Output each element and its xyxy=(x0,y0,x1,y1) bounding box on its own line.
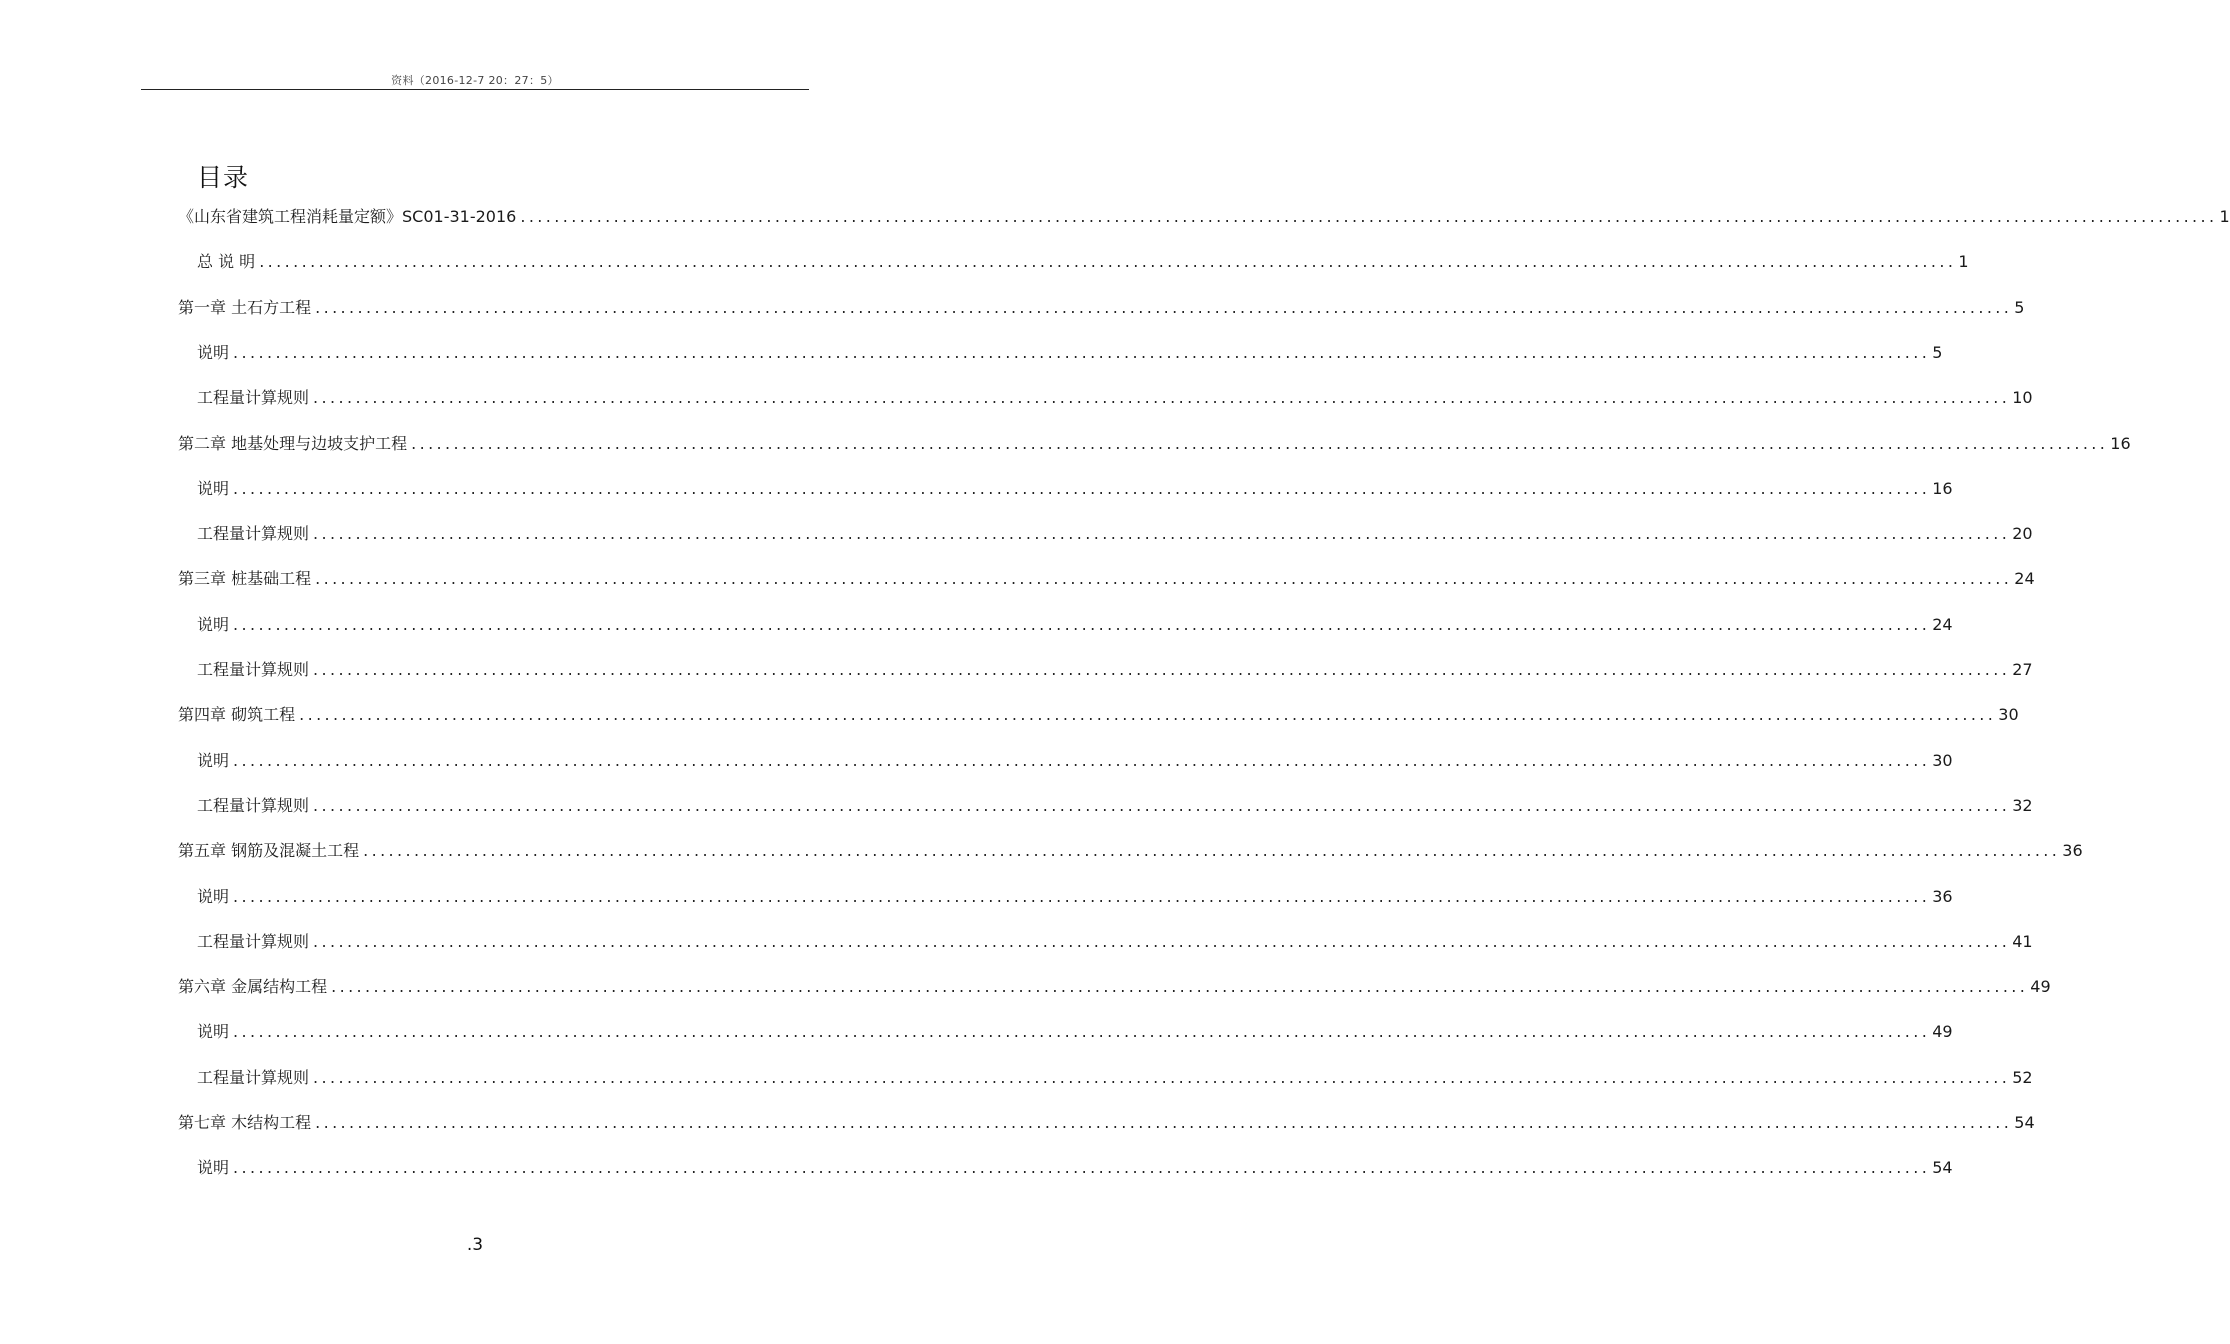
toc-entry-page: 5 xyxy=(1932,343,1943,362)
toc-dot-leader: ........................................................................................................................................................................................................ xyxy=(313,1068,2011,1087)
toc-entry-section[interactable] xyxy=(197,1020,1953,1044)
toc-entry-page: 1 xyxy=(1958,252,1969,271)
toc-entry-label: 第六章 金属结构工程 xyxy=(178,977,328,996)
toc-dot-leader: ........................................................................................................................................................................................................ xyxy=(315,569,2013,588)
toc-dot-leader: ........................................................................................................................................................................................................ xyxy=(233,479,1931,498)
toc-entry-label: 第五章 钢筋及混凝土工程 xyxy=(178,841,360,860)
toc-entry-chapter[interactable] xyxy=(178,703,2019,727)
toc-dot-leader: ........................................................................................................................................................................................................ xyxy=(411,434,2109,453)
header-divider xyxy=(141,89,809,90)
toc-entry-label: 工程量计算规则 xyxy=(197,524,310,543)
toc-entry-page: 49 xyxy=(2030,977,2051,996)
toc-entry-label: 工程量计算规则 xyxy=(197,388,310,407)
toc-dot-leader: ........................................................................................................................................................................................................ xyxy=(313,932,2011,951)
toc-dot-leader: ........................................................................................................................................................................................................ xyxy=(233,1158,1931,1177)
toc-entry-page: 27 xyxy=(2012,660,2033,679)
toc-entry-label: 说明 xyxy=(197,1158,230,1177)
toc-dot-leader: ........................................................................................................................................................................................................ xyxy=(315,1113,2013,1132)
toc-entry-page: 10 xyxy=(2012,388,2033,407)
toc-dot-leader: ........................................................................................................................................................................................................ xyxy=(233,751,1931,770)
page-number: .3 xyxy=(466,1235,484,1255)
toc-entry-page: 20 xyxy=(2012,524,2033,543)
toc-entry-page: 5 xyxy=(2014,298,2025,317)
toc-entry-label: 第二章 地基处理与边坡支护工程 xyxy=(178,434,408,453)
toc-entry-chapter[interactable] xyxy=(178,205,2230,229)
page-header: 资料（2016-12-7 20：27：5） xyxy=(391,74,559,87)
toc-title-text: 目录 xyxy=(197,163,250,192)
toc-entry-page: 16 xyxy=(2110,434,2131,453)
toc-dot-leader: ........................................................................................................................................................................................................ xyxy=(313,796,2011,815)
toc-entry-page: 30 xyxy=(1932,751,1953,770)
toc-entry-section[interactable] xyxy=(197,658,2033,682)
toc-entry-label: 工程量计算规则 xyxy=(197,796,310,815)
toc-entry-chapter[interactable] xyxy=(178,839,2083,863)
toc-entry-section[interactable] xyxy=(197,250,1969,274)
toc-entry-section[interactable] xyxy=(197,477,1953,501)
toc-dot-leader: ........................................................................................................................................................................................................ xyxy=(313,388,2011,407)
toc-entry-chapter[interactable] xyxy=(178,975,2051,999)
toc-title xyxy=(197,158,249,194)
toc-entry-page: 32 xyxy=(2012,796,2033,815)
toc-entry-label: 工程量计算规则 xyxy=(197,1068,310,1087)
toc-entry-section[interactable] xyxy=(197,1066,2033,1090)
toc-entry-section[interactable] xyxy=(197,1156,1953,1180)
toc-entry-label: 说明 xyxy=(197,887,230,906)
toc-dot-leader: ........................................................................................................................................................................................................ xyxy=(233,343,1931,362)
toc-dot-leader: ........................................................................................................................................................................................................ xyxy=(233,615,1931,634)
toc-entry-section[interactable] xyxy=(197,341,1943,365)
toc-dot-leader: ........................................................................................................................................................................................................ xyxy=(233,1022,1931,1041)
toc-entry-label: 说明 xyxy=(197,751,230,770)
toc-entry-page: 24 xyxy=(2014,569,2035,588)
toc-entry-label: 说明 xyxy=(197,615,230,634)
toc-entry-label: 第三章 桩基础工程 xyxy=(178,569,312,588)
toc-entry-page: 41 xyxy=(2012,932,2033,951)
toc-dot-leader: ........................................................................................................................................................................................................ xyxy=(313,524,2011,543)
toc-entry-chapter[interactable] xyxy=(178,1111,2035,1135)
toc-dot-leader: ........................................................................................................................................................................................................ xyxy=(363,841,2061,860)
toc-entry-section[interactable] xyxy=(197,749,1953,773)
toc-dot-leader: ........................................................................................................................................................................................................ xyxy=(313,660,2011,679)
toc-entry-label: 总 说 明 xyxy=(197,252,256,271)
toc-entry-label: 第四章 砌筑工程 xyxy=(178,705,296,724)
toc-entry-chapter[interactable] xyxy=(178,432,2131,456)
toc-entry-label: 第七章 木结构工程 xyxy=(178,1113,312,1132)
toc-dot-leader: ........................................................................................................................................................................................................ xyxy=(315,298,2013,317)
toc-dot-leader: ........................................................................................................................................................................................................ xyxy=(299,705,1997,724)
toc-dot-leader: ........................................................................................................................................................................................................ xyxy=(331,977,2029,996)
toc-entry-page: 36 xyxy=(2062,841,2083,860)
toc-entry-label: 工程量计算规则 xyxy=(197,932,310,951)
toc-entry-label: 工程量计算规则 xyxy=(197,660,310,679)
toc-entry-page: 36 xyxy=(1932,887,1953,906)
toc-entry-chapter[interactable] xyxy=(178,296,2025,320)
toc-entry-label: 《山东省建筑工程消耗量定额》SC01-31-2016 xyxy=(178,207,517,226)
toc-entry-page: 24 xyxy=(1932,615,1953,634)
toc-entry-section[interactable] xyxy=(197,386,2033,410)
toc-entry-page: 54 xyxy=(2014,1113,2035,1132)
toc-entry-page: 30 xyxy=(1998,705,2019,724)
toc-entry-page: 16 xyxy=(1932,479,1953,498)
toc-entry-section[interactable] xyxy=(197,930,2033,954)
toc-entry-chapter[interactable] xyxy=(178,567,2035,591)
toc-entry-section[interactable] xyxy=(197,522,2033,546)
toc-entry-label: 说明 xyxy=(197,479,230,498)
toc-entry-page: 49 xyxy=(1932,1022,1953,1041)
toc-dot-leader: ........................................................................................................................................................................................................ xyxy=(233,887,1931,906)
toc-dot-leader: ........................................................................................................................................................................................................ xyxy=(259,252,1957,271)
toc-entry-section[interactable] xyxy=(197,613,1953,637)
toc-entry-label: 说明 xyxy=(197,343,230,362)
toc-dot-leader: ........................................................................................................................................................................................................ xyxy=(520,207,2218,226)
toc-entry-page: 52 xyxy=(2012,1068,2033,1087)
toc-entry-page: 1 xyxy=(2219,207,2230,226)
toc-entry-label: 第一章 土石方工程 xyxy=(178,298,312,317)
toc-entry-section[interactable] xyxy=(197,794,2033,818)
toc-entry-label: 说明 xyxy=(197,1022,230,1041)
toc-entry-section[interactable] xyxy=(197,885,1953,909)
toc-entry-page: 54 xyxy=(1932,1158,1953,1177)
